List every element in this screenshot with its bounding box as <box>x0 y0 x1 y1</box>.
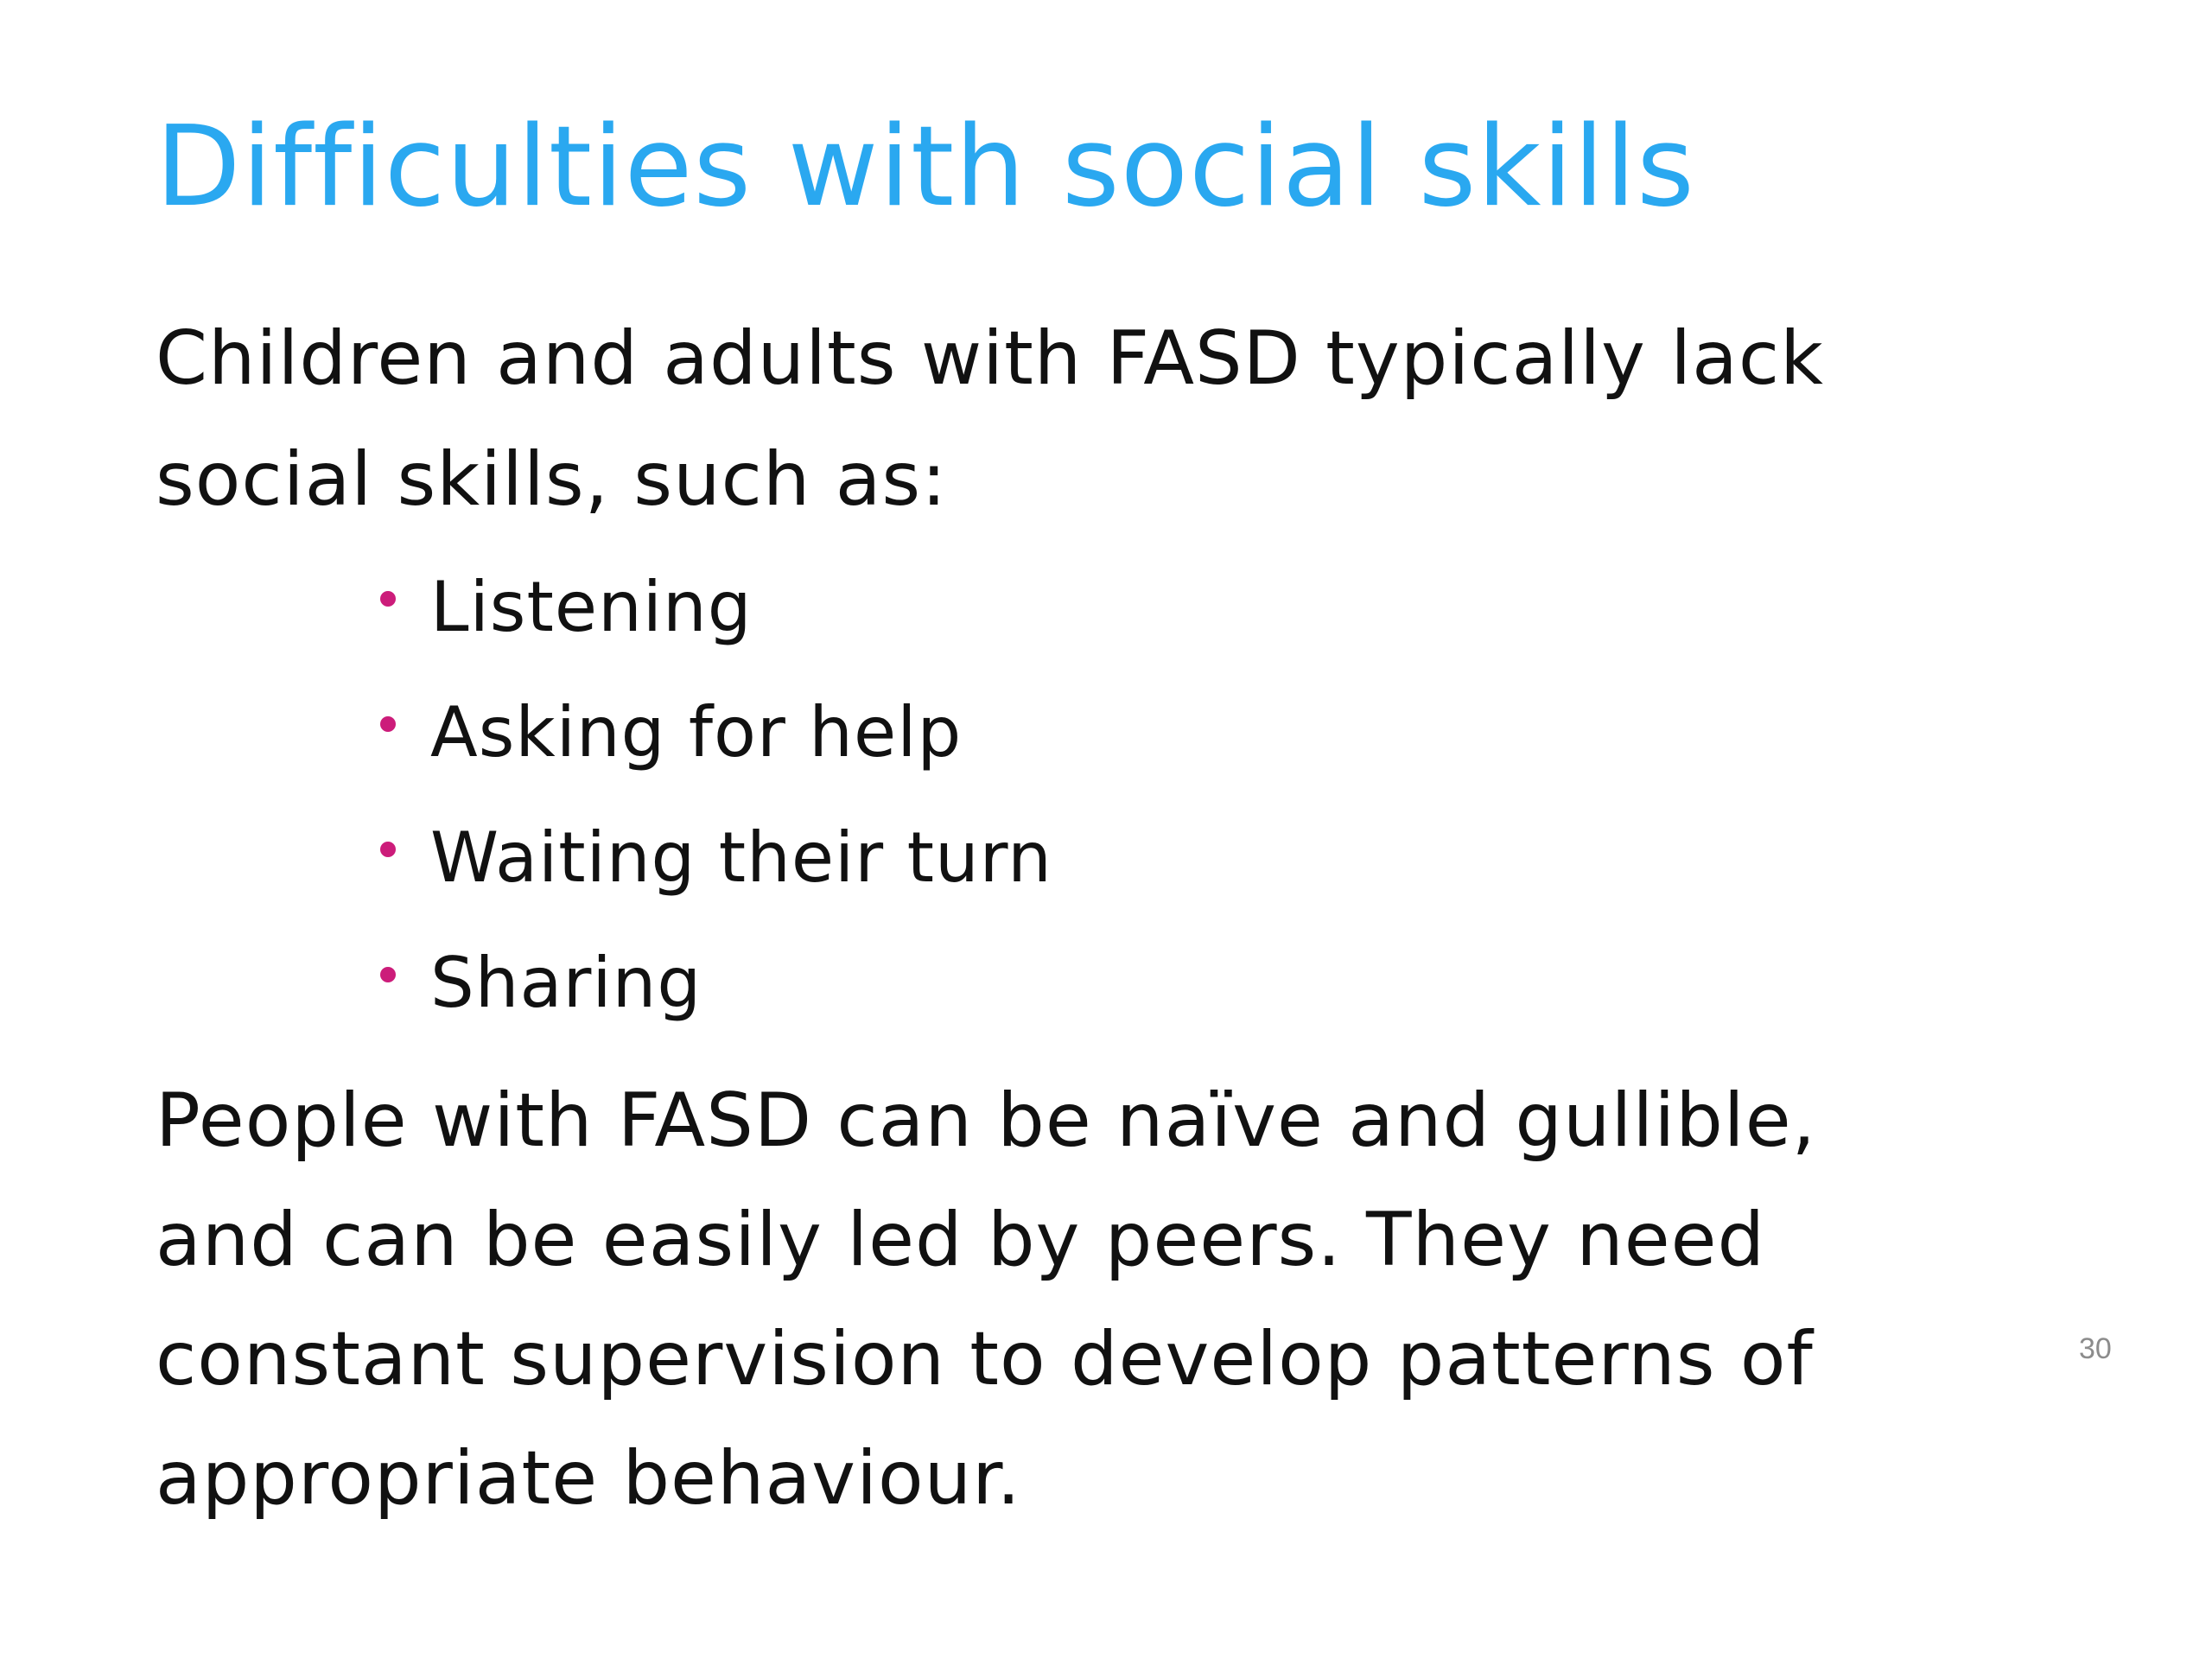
bullet-dot-icon <box>380 842 396 857</box>
list-item-label: Listening <box>430 567 753 647</box>
closing-line: and can be easily led by peers. They need <box>156 1197 1766 1283</box>
bullet-dot-icon <box>380 716 396 732</box>
intro-line: Children and adults with FASD typically lack <box>156 315 1824 402</box>
closing-line: People with FASD can be naïve and gullible, <box>156 1077 1816 1164</box>
closing-line: constant supervision to develop patterns of <box>156 1316 1814 1402</box>
list-item-listening <box>380 544 1052 670</box>
social-skills-list <box>380 544 1052 1046</box>
bullet-dot-icon <box>380 591 396 607</box>
list-item-sharing <box>380 920 1052 1046</box>
list-item-asking-for-help <box>380 670 1052 795</box>
closing-paragraph <box>156 1061 1970 1538</box>
list-item-waiting-their-turn <box>380 795 1052 920</box>
slide-title: Difficulties with social skills <box>156 103 1695 232</box>
intro-line: social skills, such as: <box>156 436 948 523</box>
list-item-label: Asking for help <box>430 692 963 772</box>
list-item-label: Sharing <box>430 943 702 1023</box>
intro-paragraph <box>156 298 1970 540</box>
bullet-dot-icon <box>380 967 396 982</box>
closing-line: appropriate behaviour. <box>156 1435 1021 1522</box>
list-item-label: Waiting their turn <box>430 817 1052 898</box>
page-number: 30 <box>2079 1332 2112 1365</box>
